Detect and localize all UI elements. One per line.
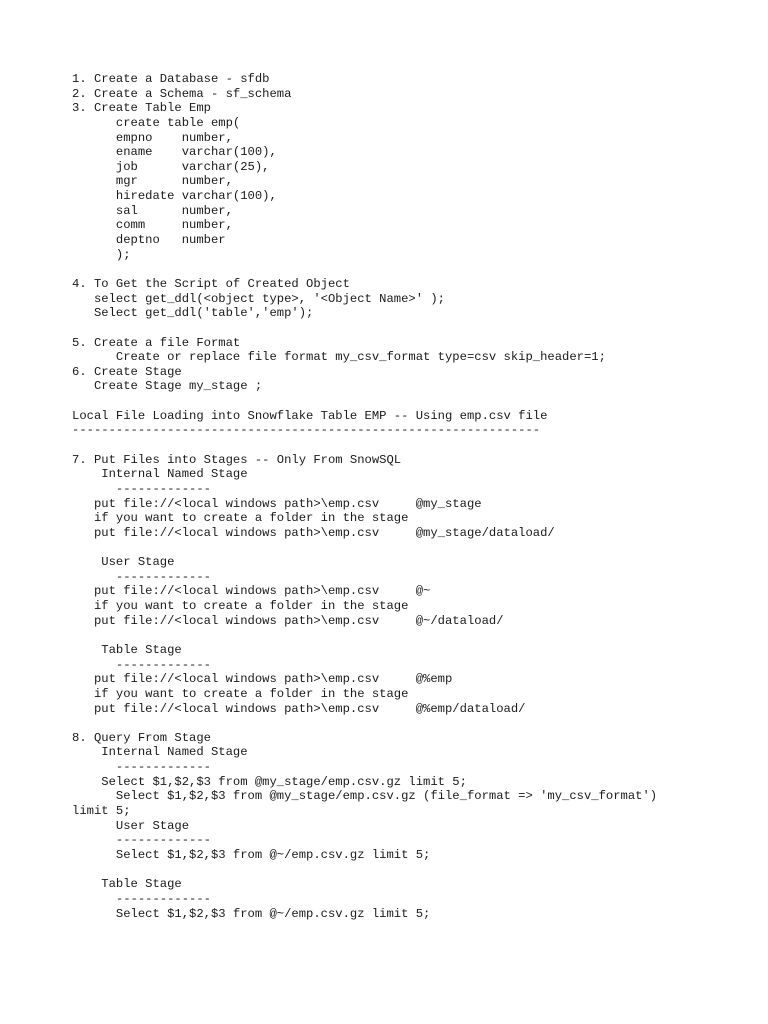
text-line: 4. To Get the Script of Created Object: [72, 276, 350, 291]
text-line: 3. Create Table Emp: [72, 101, 211, 116]
text-line: 6. Create Stage: [72, 364, 182, 379]
text-line: deptno number: [72, 233, 226, 248]
text-line: [72, 541, 712, 556]
text-line: [72, 394, 712, 409]
text-line: [72, 262, 712, 277]
text-line: limit 5;: [72, 804, 131, 819]
text-line: 5. Create a file Format: [72, 335, 241, 350]
text-line: -------------: [72, 833, 211, 848]
text-line: Select $1,$2,$3 from @~/emp.csv.gz limit 5;: [72, 906, 431, 921]
text-line: -------------: [72, 569, 211, 584]
text-line: 7. Put Files into Stages -- Only From SnowSQL: [72, 452, 402, 467]
text-line: put file://<local windows path>\emp.csv @%emp: [72, 672, 453, 687]
text-line: Internal Named Stage: [72, 467, 248, 482]
text-line: Table Stage: [72, 642, 182, 657]
text-line: [72, 438, 712, 453]
text-line: Select $1,$2,$3 from @~/emp.csv.gz limit 5;: [72, 847, 431, 862]
text-line: );: [72, 247, 131, 262]
text-line: Create Stage my_stage ;: [72, 379, 263, 394]
text-line: 8. Query From Stage: [72, 730, 211, 745]
text-line: sal number,: [72, 203, 233, 218]
text-line: -------------: [72, 481, 211, 496]
text-line: put file://<local windows path>\emp.csv @~/dataload/: [72, 613, 504, 628]
text-line: ----------------------------------------------------------------: [72, 423, 541, 438]
text-line: -------------: [72, 891, 211, 906]
text-line: Table Stage: [72, 877, 182, 892]
text-line: create table emp(: [72, 115, 241, 130]
text-line: [72, 716, 712, 731]
text-line: Select get_ddl('table','emp');: [72, 306, 314, 321]
text-line: Local File Loading into Snowflake Table EMP -- Using emp.csv file: [72, 408, 548, 423]
text-line: select get_ddl(<object type>, '<Object Name>' );: [72, 291, 445, 306]
text-line: 1. Create a Database - sfdb: [72, 72, 270, 86]
text-line: Select $1,$2,$3 from @my_stage/emp.csv.gz limit 5;: [72, 774, 467, 789]
text-line: empno number,: [72, 130, 233, 145]
text-line: [72, 863, 712, 878]
text-line: put file://<local windows path>\emp.csv @~: [72, 584, 431, 599]
text-line: [72, 628, 712, 643]
text-line: put file://<local windows path>\emp.csv @my_stage: [72, 496, 482, 511]
text-line: put file://<local windows path>\emp.csv @my_stage/dataload/: [72, 525, 555, 540]
text-line: mgr number,: [72, 174, 233, 189]
text-line: 2. Create a Schema - sf_schema: [72, 86, 292, 101]
text-line: [72, 321, 712, 336]
text-line: if you want to create a folder in the stage: [72, 511, 409, 526]
text-line: Internal Named Stage: [72, 745, 248, 760]
text-line: -------------: [72, 657, 211, 672]
text-line: Select $1,$2,$3 from @my_stage/emp.csv.gz (file_format => 'my_csv_format'): [72, 789, 658, 804]
text-line: User Stage: [72, 555, 175, 570]
text-line: -------------: [72, 760, 211, 775]
text-line: if you want to create a folder in the stage: [72, 599, 409, 614]
text-line: hiredate varchar(100),: [72, 189, 277, 204]
text-line: Create or replace file format my_csv_format type=csv skip_header=1;: [72, 350, 606, 365]
text-line: comm number,: [72, 218, 233, 233]
document-body: [72, 72, 712, 921]
text-line: ename varchar(100),: [72, 145, 277, 160]
text-line: put file://<local windows path>\emp.csv @%emp/dataload/: [72, 701, 526, 716]
text-line: if you want to create a folder in the stage: [72, 686, 409, 701]
text-line: User Stage: [72, 818, 190, 833]
text-line: job varchar(25),: [72, 159, 270, 174]
